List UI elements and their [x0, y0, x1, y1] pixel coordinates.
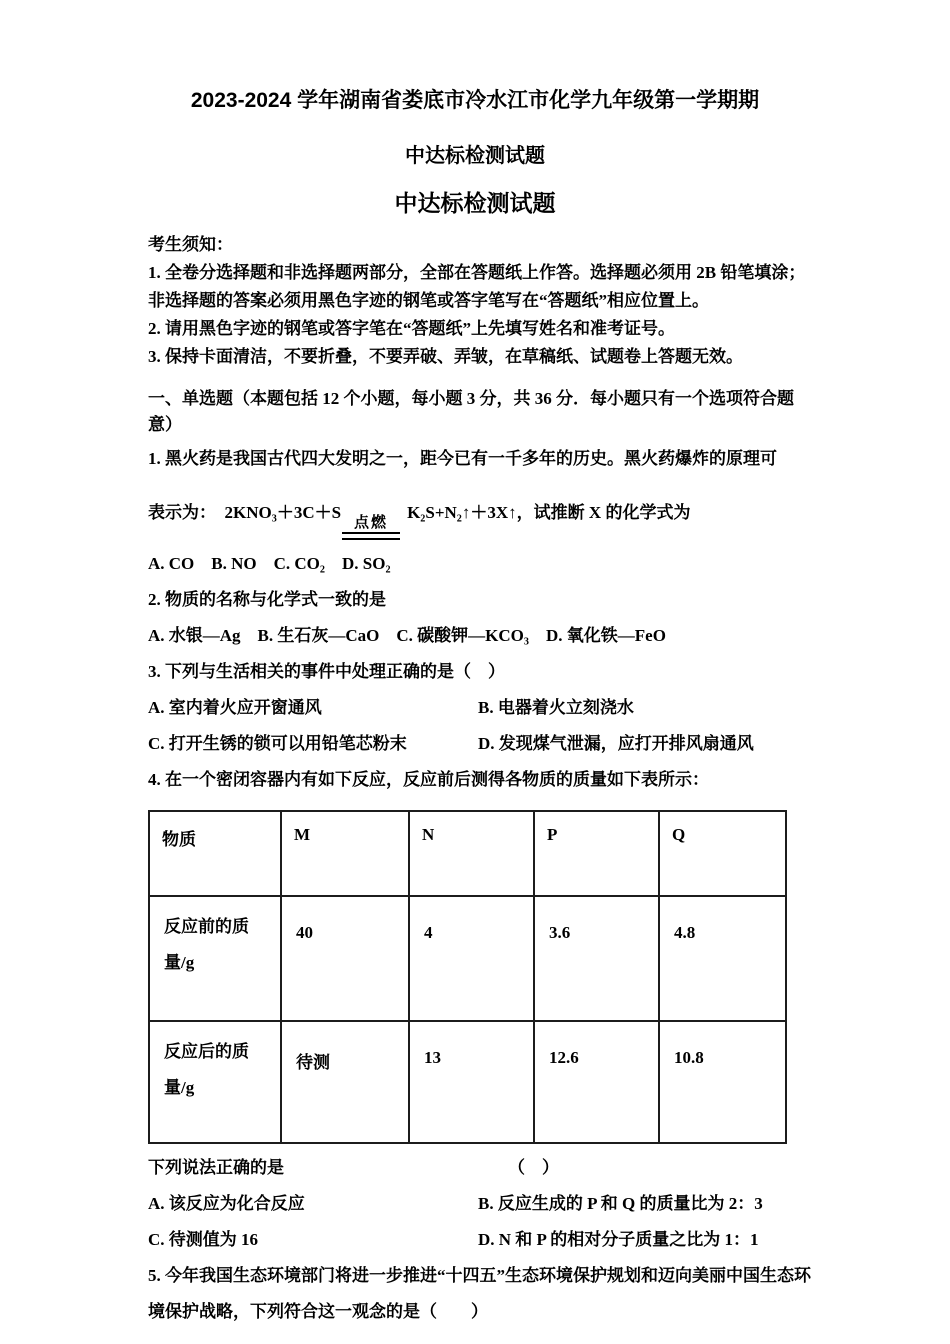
mass-table [148, 810, 787, 1144]
table-header-substance: 物质 [149, 811, 281, 896]
question-4-followup-text: 下列说法正确的是 [148, 1158, 284, 1177]
row-after-m: 待测 [281, 1021, 409, 1143]
question-3-option-d: D. 发现煤气泄漏，应打开排风扇通风 [478, 734, 754, 753]
question-4-option-c: C. 待测值为 16 [148, 1230, 259, 1249]
table-row-before [149, 896, 786, 1021]
question-1-equation [148, 496, 814, 540]
row-after-label: 反应后的质量/g [149, 1021, 281, 1143]
question-4-option-d: D. N 和 P 的相对分子质量之比为 1：1 [478, 1230, 759, 1249]
row-before-q: 4.8 [659, 896, 786, 1021]
question-1-stem: 1. 黑火药是我国古代四大发明之一，距今已有一千多年的历史。黑火药爆炸的原理可 [148, 449, 777, 468]
notice-item-1: 1. 全卷分选择题和非选择题两部分，全部在答题纸上作答。选择题必须用 2B 铅笔填涂；非选择题的答案必须用黑色字迹的钢笔或答字笔写在“答题纸”相应位置上。 [148, 263, 806, 310]
candidate-notice [148, 231, 814, 371]
question-5-stem: 5. 今年我国生态环境部门将进一步推进“十四五”生态环境保护规划和迈向美丽中国生态环境保护战略，下列符合这一观念的是（ ） [148, 1266, 811, 1321]
question-2-options: A. 水银—Ag B. 生石灰—CaO C. 碳酸钾—KCO₃ D. 氧化铁—FeO [148, 626, 666, 645]
reaction-condition-label: 点燃 [354, 515, 389, 531]
question-3-option-a: A. 室内着火应开窗通风 [148, 698, 322, 717]
notice-item-3: 3. 保持卡面清洁，不要折叠，不要弄破、弄皱，在草稿纸、试题卷上答题无效。 [148, 347, 743, 366]
equation-suffix: K₂S+N₂↑＋3X↑，试推断 X 的化学式为 [407, 503, 691, 522]
section1-heading: 一、单选题（本题包括 12 个小题，每小题 3 分，共 36 分．每小题只有一个选项符合题意） [148, 389, 794, 434]
equation-prefix: 表示为： 2KNO₃＋3C＋S [148, 503, 342, 522]
row-before-p: 3.6 [534, 896, 659, 1021]
bottom-whitespace [148, 1330, 814, 1344]
question-4-options-cd [148, 1222, 814, 1258]
question-4-options-ab [148, 1186, 814, 1222]
table-header-row [149, 811, 786, 896]
question-3-option-c: C. 打开生锈的锁可以用铅笔芯粉末 [148, 734, 407, 753]
table-header-p: P [534, 811, 659, 896]
question-3-stem: 3. 下列与生活相关的事件中处理正确的是（ ） [148, 662, 505, 681]
notice-heading: 考生须知： [148, 235, 233, 254]
question-4-option-b: B. 反应生成的 P 和 Q 的质量比为 2：3 [478, 1194, 763, 1213]
notice-item-2: 2. 请用黑色字迹的钢笔或答字笔在“答题纸”上先填写姓名和准考证号。 [148, 319, 675, 338]
question-4-followup [148, 1150, 814, 1186]
table-header-n: N [409, 811, 534, 896]
question-4-answer-paren: （ ） [508, 1158, 559, 1177]
question-3-options-ab [148, 690, 814, 726]
double-line-icon [342, 532, 400, 540]
question-3-options-cd [148, 726, 814, 762]
table-header-q: Q [659, 811, 786, 896]
question-4-stem: 4. 在一个密闭容器内有如下反应，反应前后测得各物质的质量如下表所示： [148, 770, 709, 789]
question-4-option-a: A. 该反应为化合反应 [148, 1194, 305, 1213]
row-after-p: 12.6 [534, 1021, 659, 1143]
row-before-m: 40 [281, 896, 409, 1021]
exam-title-line3: 中达标检测试题 [394, 190, 556, 216]
question-3-option-b: B. 电器着火立刻浇水 [478, 698, 634, 717]
reaction-condition [342, 515, 400, 540]
row-before-label: 反应前的质量/g [149, 896, 281, 1021]
table-row-after [149, 1021, 786, 1143]
exam-title-line2: 中达标检测试题 [405, 145, 545, 167]
row-after-q: 10.8 [659, 1021, 786, 1143]
question-1-options: A. CO B. NO C. CO₂ D. SO₂ [148, 554, 391, 573]
question-2-stem: 2. 物质的名称与化学式一致的是 [148, 590, 386, 609]
exam-title-line1: 2023-2024 学年湖南省娄底市冷水江市化学九年级第一学期期 [190, 89, 760, 112]
exam-body [148, 231, 814, 1344]
row-after-n: 13 [409, 1021, 534, 1143]
table-header-m: M [281, 811, 409, 896]
row-before-n: 4 [409, 896, 534, 1021]
